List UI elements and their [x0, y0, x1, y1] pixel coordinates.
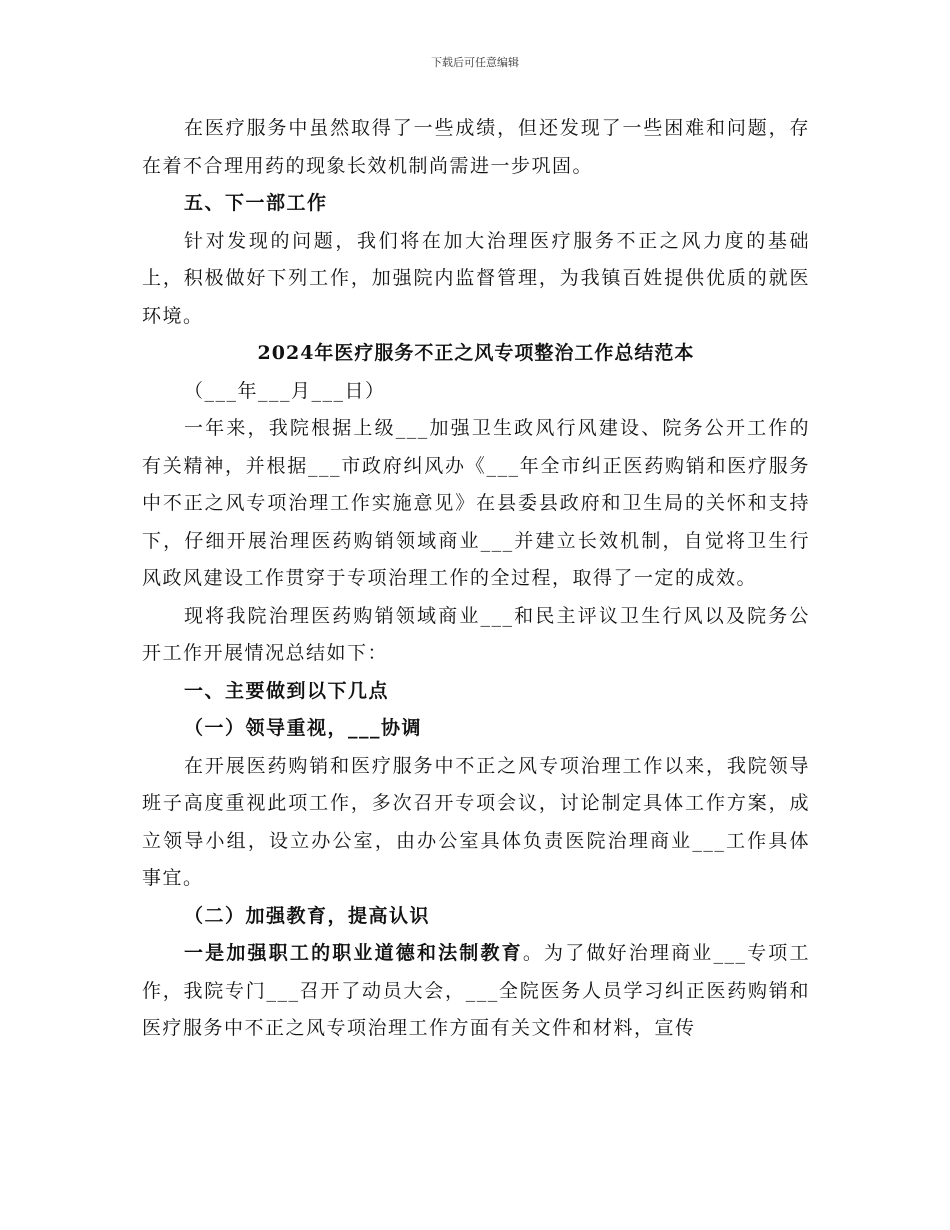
document-title: 2024年医疗服务不正之风专项整治工作总结范本	[257, 342, 695, 364]
heading-next-work: 五、下一部工作	[184, 192, 328, 214]
education-text: 。为了做好治理商业___专项工作，我院专门___召开了动员大会，___全院医务人员学习纠正医药购销和医疗服务中不正之风专项治理工作方面有关文件和材料，宣传	[142, 942, 810, 1039]
paragraph-leadership: 在开展医药购销和医疗服务中不正之风专项治理工作以来，我院领导班子高度重视此项工作，多次召开专项会议，讨论制定具体工作方案，成立领导小组，设立办公室，由办公室具体负责医院治理商业___工作具体事宜。	[142, 754, 810, 889]
paragraph-next-work: 针对发现的问题，我们将在加大治理医疗服务不正之风力度的基础上，积极做好下列工作，加强院内监督管理，为我镇百姓提供优质的就医环境。	[142, 229, 810, 327]
paragraph-achievements: 在医疗服务中虽然取得了一些成绩，但还发现了一些困难和问题，存在着不合理用药的现象长效机制尚需进一步巩固。	[142, 117, 810, 177]
paragraph-intro: 一年来，我院根据上级___加强卫生政风行风建设、院务公开工作的有关精神，并根据___市政府纠风办《___年全市纠正医药购销和医疗服务中不正之风专项治理工作实施意见》在县委县政府和卫生局的关怀和支持下，仔细开展治理医药购销领域商业___并建立长效机制，自觉将卫生行风政风建设工作贯穿于专项治理工作的全过程，取得了一定的成效。	[142, 417, 810, 589]
subheading-education: （二）加强教育，提高认识	[184, 904, 431, 927]
page-header: 下载后可任意编辑	[431, 56, 519, 69]
paragraph-summary-lead: 现将我院治理医药购销领域商业___和民主评议卫生行风以及院务公开工作开展情况总结如下：	[142, 604, 810, 664]
heading-main-points: 一、主要做到以下几点	[184, 679, 390, 702]
paragraph-education	[142, 935, 810, 1048]
date-line: （___年___月___日）	[184, 379, 386, 402]
subheading-leadership: （一）领导重视，___协调	[184, 717, 423, 739]
document-body	[142, 110, 810, 1048]
education-lead-phrase: 一是加强职工的职业道德和法制教育	[184, 942, 523, 964]
